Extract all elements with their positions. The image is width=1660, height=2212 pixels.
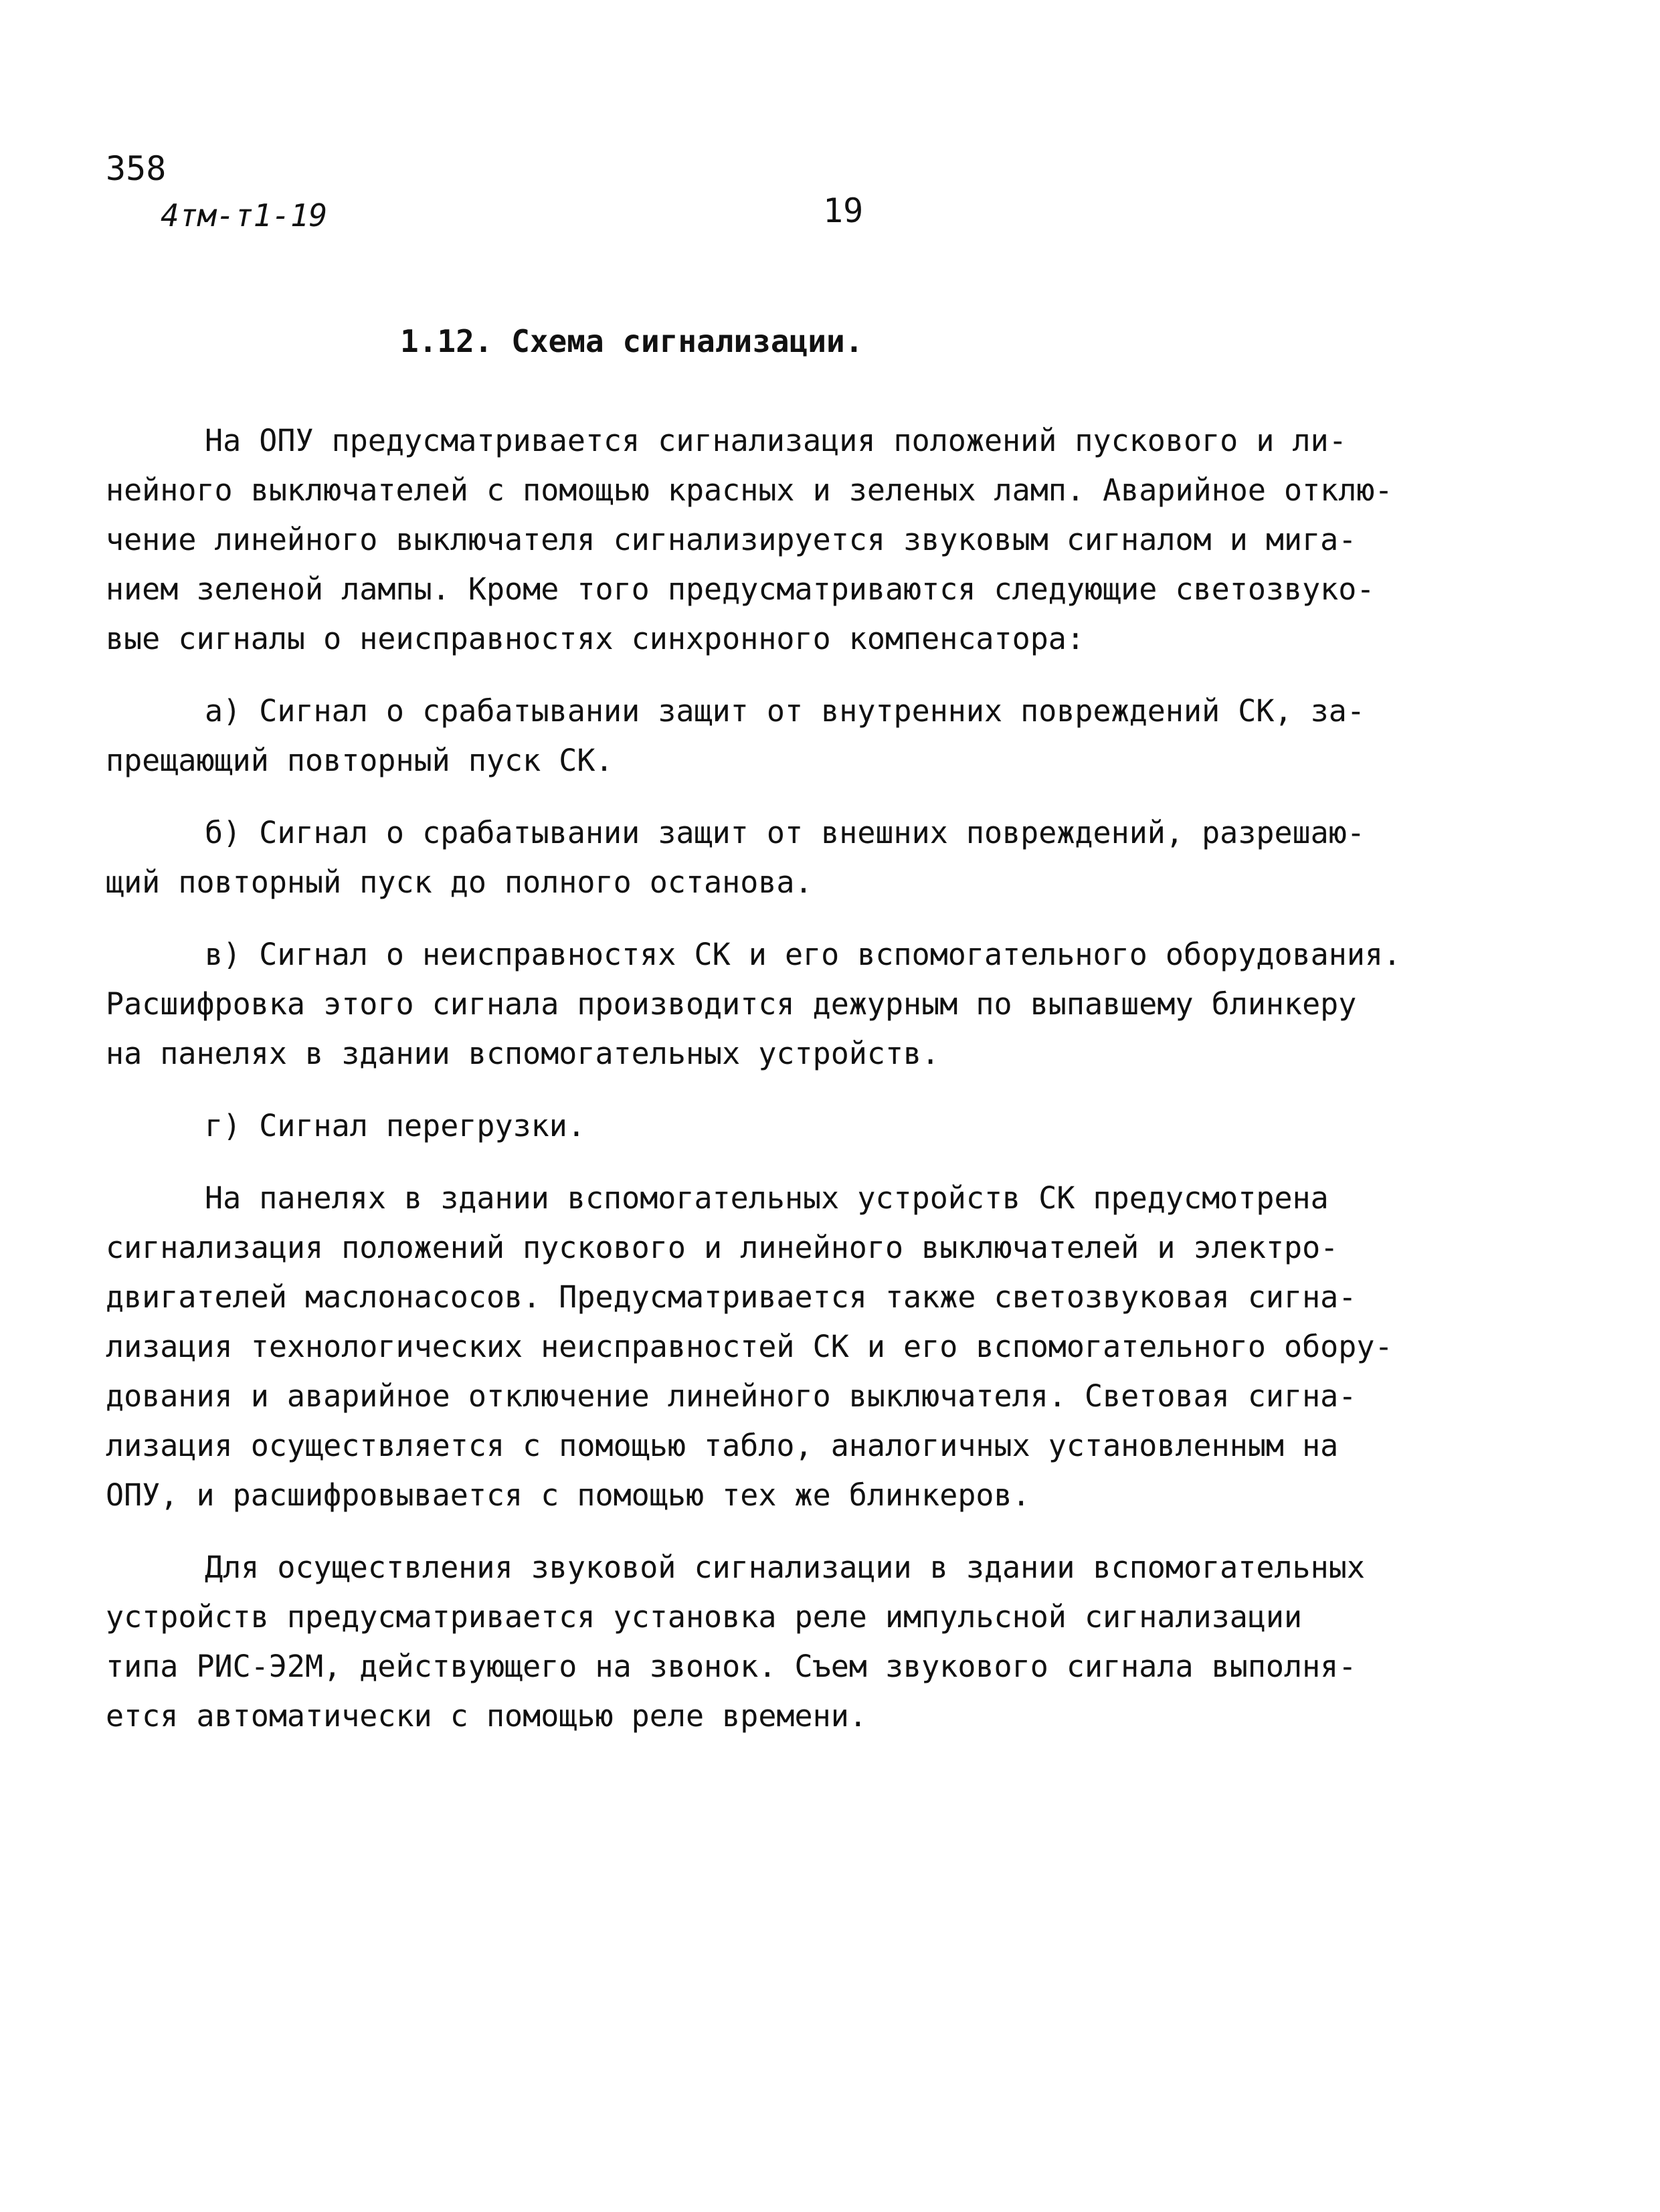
list-item-v <box>106 930 1517 1079</box>
paragraph-line: нейного выключателей с помощью красных и зеленых ламп. Аварийное отклю- <box>106 472 1393 508</box>
page-number: 19 <box>823 191 864 230</box>
document-body <box>106 416 1517 1764</box>
paragraph-line: в) Сигнал о неисправностях СК и его вспомогательного оборудования. <box>205 937 1402 972</box>
list-item-g <box>106 1101 1517 1151</box>
document-code: 4тм-т1-19 <box>161 197 328 234</box>
paragraph-line: Расшифровка этого сигнала производится дежурным по выпавшему блинкеру <box>106 986 1357 1022</box>
paragraph-line: двигателей маслонасосов. Предусматривается также светозвуковая сигна- <box>106 1279 1357 1315</box>
paragraph-line: на панелях в здании вспомогательных устройств. <box>106 1036 940 1071</box>
paragraph-line: щий повторный пуск до полного останова. <box>106 864 813 900</box>
list-item-b <box>106 808 1517 907</box>
paragraph-line: типа РИС-Э2М, действующего на звонок. Съем звукового сигнала выполня- <box>106 1649 1357 1684</box>
corner-number: 358 <box>106 149 167 188</box>
paragraph-line: сигнализация положений пускового и линейного выключателей и электро- <box>106 1230 1339 1265</box>
paragraph-line: устройств предусматривается установка реле импульсной сигнализации <box>106 1599 1303 1635</box>
section-title: 1.12. Схема сигнализации. <box>400 323 864 359</box>
paragraph-line: дования и аварийное отключение линейного выключателя. Световая сигна- <box>106 1378 1357 1414</box>
paragraph-line: нием зеленой лампы. Кроме того предусматриваются следующие светозвуко- <box>106 571 1375 607</box>
paragraph-line: ОПУ, и расшифровывается с помощью тех же блинкеров. <box>106 1477 1030 1513</box>
paragraph-line: На ОПУ предусматривается сигнализация положений пускового и ли- <box>205 423 1347 458</box>
paragraph-line: лизация технологических неисправностей СК и его вспомогательного обору- <box>106 1329 1393 1364</box>
paragraph-panels <box>106 1174 1517 1520</box>
paragraph-line: б) Сигнал о срабатывании защит от внешних повреждений, разрешаю- <box>205 815 1365 850</box>
paragraph-line: чение линейного выключателя сигнализируется звуковым сигналом и мига- <box>106 522 1357 557</box>
paragraph-line: г) Сигнал перегрузки. <box>205 1108 585 1143</box>
paragraph-line: а) Сигнал о срабатывании защит от внутренних повреждений СК, за- <box>205 693 1365 729</box>
paragraph-line: Для осуществления звуковой сигнализации в здании вспомогательных <box>205 1550 1365 1585</box>
paragraph-intro <box>106 416 1517 664</box>
paragraph-line: вые сигналы о неисправностях синхронного компенсатора: <box>106 621 1085 656</box>
paragraph-line: лизация осуществляется с помощью табло, аналогичных установленным на <box>106 1428 1339 1463</box>
paragraph-sound <box>106 1543 1517 1741</box>
paragraph-line: прещающий повторный пуск СК. <box>106 743 614 778</box>
paragraph-line: На панелях в здании вспомогательных устройств СК предусмотрена <box>205 1180 1329 1216</box>
paragraph-line: ется автоматически с помощью реле времени. <box>106 1698 867 1734</box>
list-item-a <box>106 686 1517 786</box>
